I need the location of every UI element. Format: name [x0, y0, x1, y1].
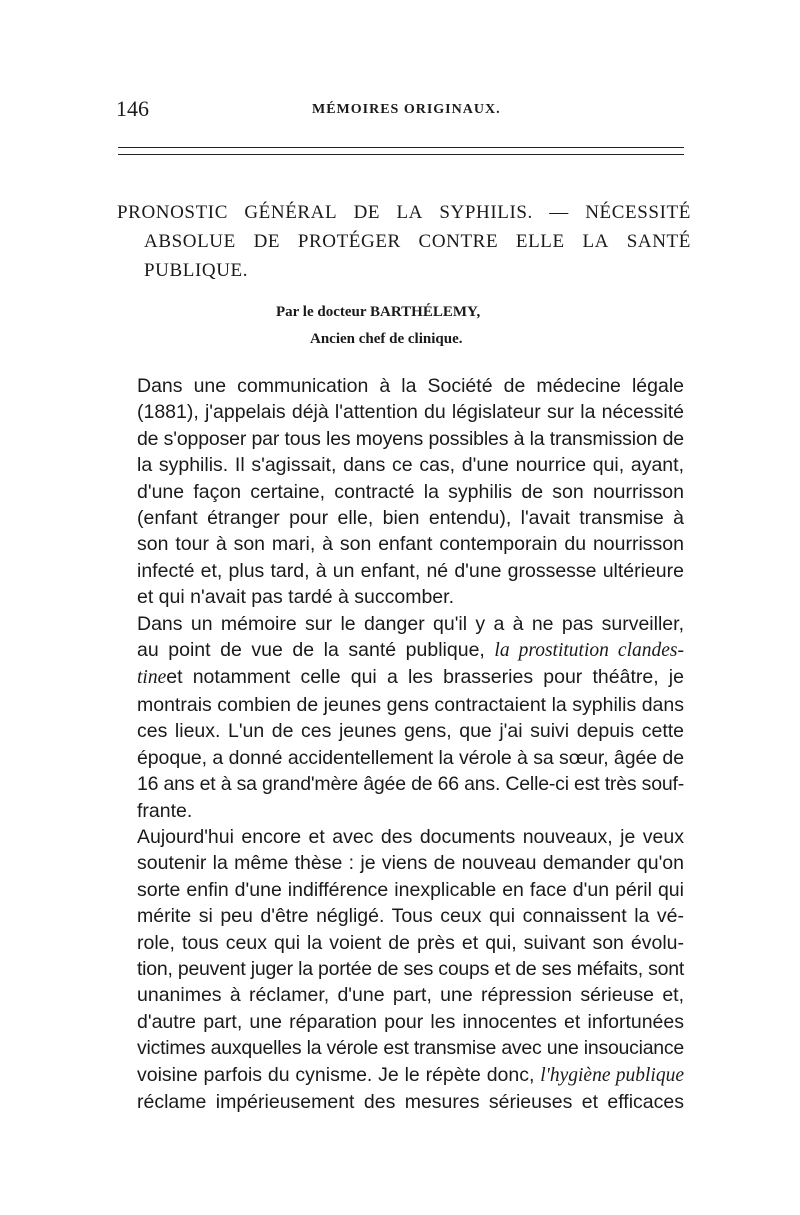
paragraph-1 — [117, 373, 684, 611]
title-word: DE — [253, 231, 281, 252]
title-line-1 — [117, 198, 691, 227]
title-word: — — [549, 202, 569, 223]
text-line: frante. — [137, 799, 193, 822]
header-rule-bottom — [118, 154, 684, 155]
text-line: 16 ans et à sa grand'mère âgée de 66 ans. Celle-ci est très souf- — [137, 773, 684, 796]
text-line: tion, peuvent juger la portée de ses coups et de ses méfaits, sont — [137, 957, 684, 980]
text-line: unanimes à réclamer, d'une part, une répression sérieuse et, — [137, 984, 684, 1007]
text-line: Dans une communication à la Société de médecine légale — [137, 375, 684, 397]
title-word: NÉCESSITÉ — [585, 202, 691, 223]
text-line: Aujourd'hui encore et avec des documents nouveaux, je veux — [137, 825, 684, 848]
title-word: SANTÉ — [626, 231, 691, 252]
italic-text: tine — [137, 667, 167, 689]
running-title: MÉMOIRES ORIGINAUX. — [312, 102, 501, 117]
text-line: de s'opposer par tous les moyens possibles à la transmission de — [137, 427, 684, 450]
text-line: ces lieux. L'un de ces jeunes gens, que j'ai suivi depuis cette — [137, 720, 684, 743]
text-line: époque, a donné accidentellement la vérole à sa sœur, âgée de — [137, 746, 684, 769]
text-line: d'autre part, une réparation pour les innocentes et infortunées — [137, 1010, 684, 1033]
title-word: ELLE — [515, 231, 565, 252]
italic-text: l'hygiène publique — [540, 1064, 684, 1086]
title-word: PRONOSTIC — [117, 202, 228, 223]
author-role: Ancien chef de clinique. — [310, 331, 463, 347]
running-head — [116, 96, 684, 126]
text-line — [117, 637, 684, 664]
article-title — [117, 198, 691, 285]
page-number: 146 — [116, 96, 149, 121]
text-line: (1881), j'appelais déjà l'attention du législateur sur la nécessité — [137, 401, 684, 424]
text-line: sorte enfin d'une indifférence inexplicable en face d'un péril qui — [137, 878, 684, 901]
author-line: Par le docteur BARTHÉLEMY, — [276, 304, 481, 320]
title-word: DE — [353, 202, 381, 223]
paragraph-2 — [117, 611, 684, 824]
text-run: voisine parfois du cynisme. Je le répète donc, — [137, 1063, 541, 1086]
text-line: et qui n'avait pas tardé à succomber. — [137, 586, 454, 609]
text-run: et notamment celle qui a les brasseries pour théâtre, je — [166, 666, 684, 689]
title-word: SYPHILIS. — [439, 202, 533, 223]
text-line: réclame impérieusement des mesures sérieuses et efficaces — [137, 1090, 684, 1113]
title-line-2 — [117, 227, 691, 256]
header-rule-top — [118, 147, 684, 148]
paragraph-3 — [117, 824, 684, 1115]
text-line — [117, 664, 684, 691]
title-line-3: PUBLIQUE. — [144, 260, 249, 281]
italic-text: la prostitution clandes- — [494, 640, 684, 662]
text-run: au point de vue de la santé publique, — [137, 639, 495, 662]
text-line: mérite si peu d'être négligé. Tous ceux qui connaissent la vé- — [137, 905, 684, 928]
title-word: CONTRE — [418, 231, 499, 252]
article-body — [117, 373, 684, 1115]
text-line: (enfant étranger pour elle, bien entendu), l'avait transmise à — [137, 507, 684, 530]
text-line: Dans un mémoire sur le danger qu'il y a à ne pas surveiller, — [137, 612, 684, 635]
title-word: GÉNÉRAL — [244, 202, 338, 223]
text-line: role, tous ceux qui la voient de près et qui, suivant son évolu- — [137, 931, 684, 954]
text-line: soutenir la même thèse : je viens de nouveau demander qu'on — [137, 852, 684, 875]
text-line: montrais combien de jeunes gens contractaient la syphilis dans — [137, 693, 684, 716]
title-word: ABSOLUE — [144, 231, 236, 252]
title-word: PROTÉGER — [297, 231, 401, 252]
text-line: d'une façon certaine, contracté la syphilis de son nourrisson — [137, 480, 684, 503]
text-line — [117, 1062, 684, 1089]
text-line: son tour à son mari, à son enfant contemporain du nourrisson — [137, 533, 684, 556]
text-line: infecté et, plus tard, à un enfant, né d'une grossesse ultérieure — [137, 559, 684, 582]
text-line: la syphilis. Il s'agissait, dans ce cas, d'une nourrice qui, ayant, — [137, 454, 684, 477]
title-word: LA — [396, 202, 423, 223]
text-line: victimes auxquelles la vérole est transmise avec une insouciance — [137, 1037, 684, 1060]
title-word: LA — [582, 231, 609, 252]
